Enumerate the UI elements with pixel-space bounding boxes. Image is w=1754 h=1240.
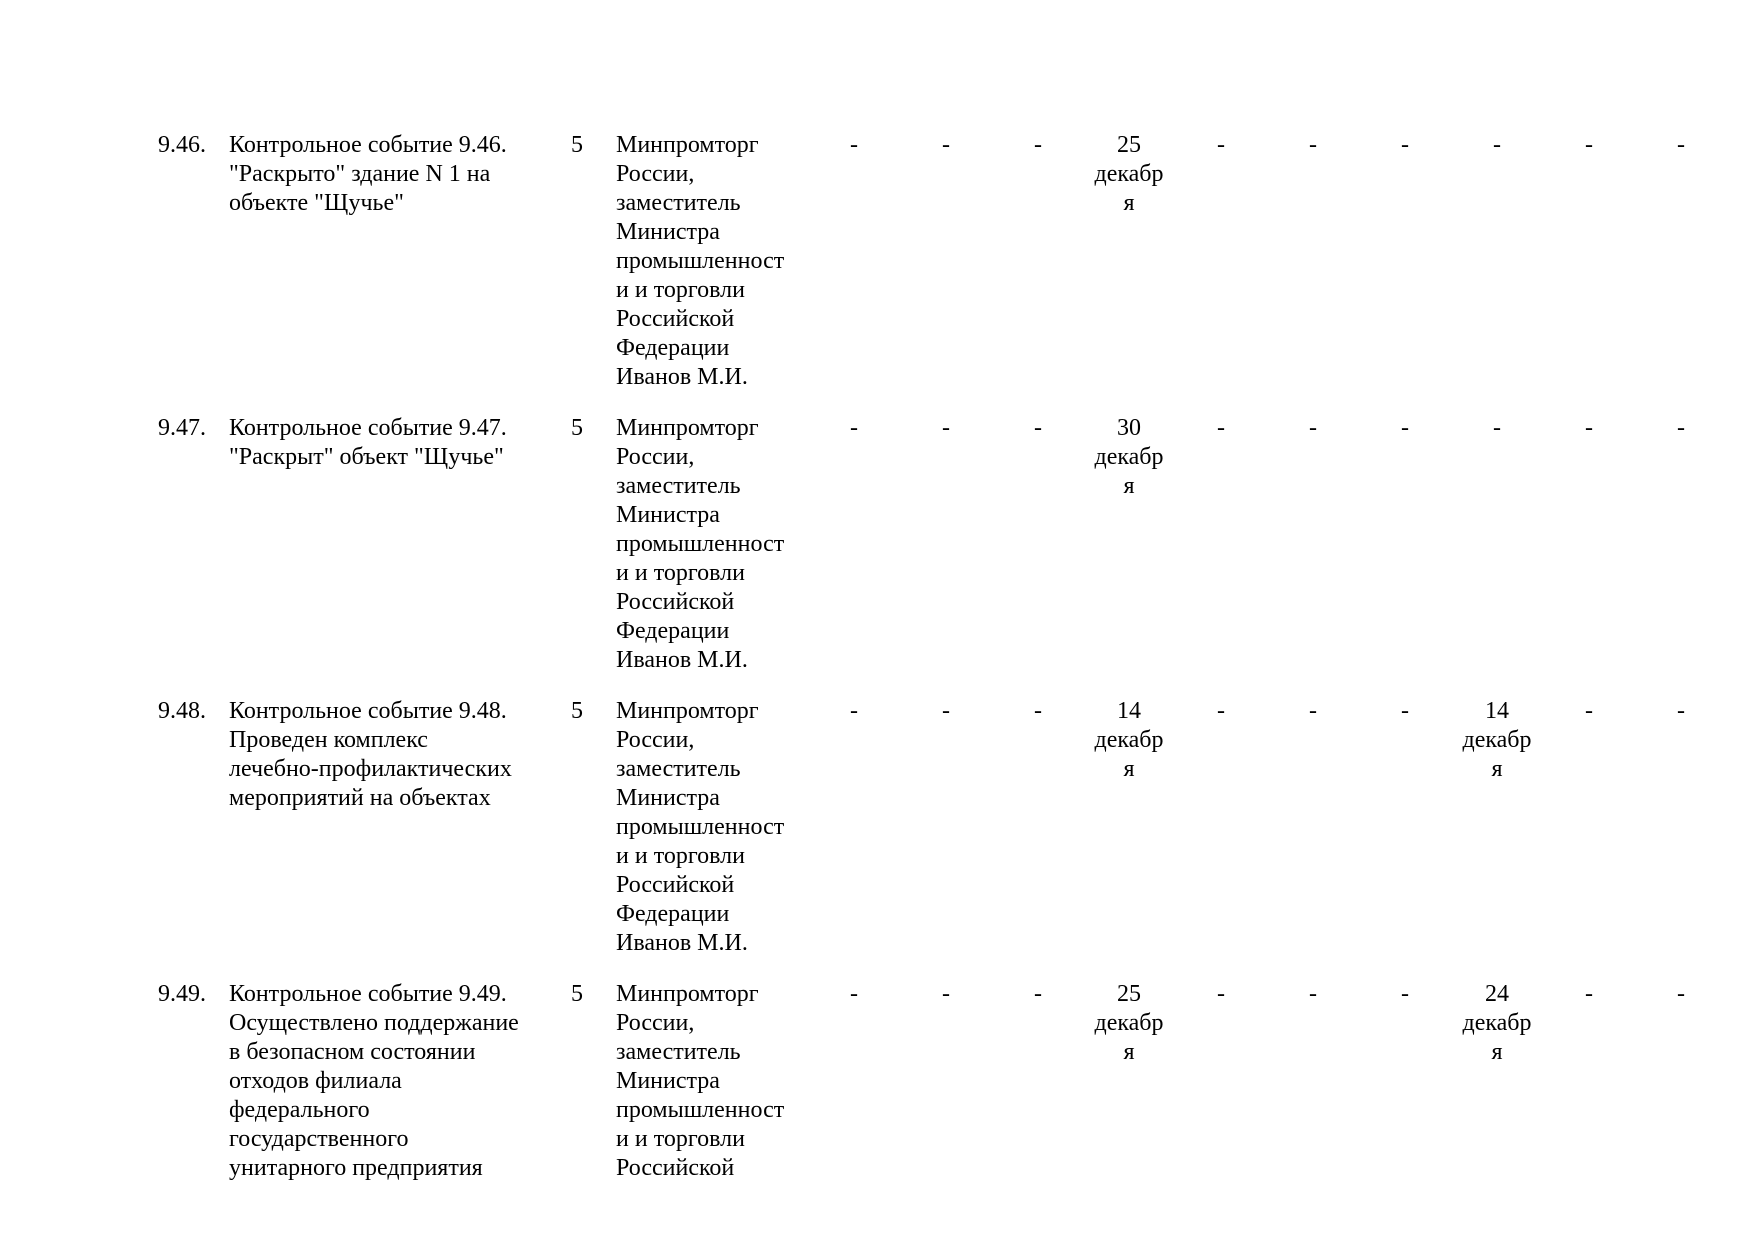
period-6-value: - <box>1309 132 1317 158</box>
priority-value: 5 <box>571 698 583 724</box>
period-9-value: - <box>1585 415 1593 441</box>
period-8-value: - <box>1493 132 1501 158</box>
period-8-value: - <box>1493 415 1501 441</box>
period-4-date: 25 декабр я <box>1094 981 1164 1065</box>
responsible-executor: Минпромторг России, заместитель Министра промышленност и и торговли Российской Федерации Иванов М.И. <box>616 698 785 956</box>
priority-value: 5 <box>571 132 583 158</box>
period-7-value: - <box>1401 132 1409 158</box>
row-number: 9.48. <box>158 698 206 724</box>
period-2-value: - <box>942 981 950 1007</box>
period-10-value: - <box>1677 132 1685 158</box>
row-number: 9.46. <box>158 132 206 158</box>
period-2-value: - <box>942 132 950 158</box>
period-5-value: - <box>1217 698 1225 724</box>
period-1-value: - <box>850 132 858 158</box>
period-9-value: - <box>1585 132 1593 158</box>
period-2-value: - <box>942 698 950 724</box>
responsible-executor: Минпромторг России, заместитель Министра промышленност и и торговли Российской Федерации Иванов М.И. <box>616 415 785 673</box>
period-9-value: - <box>1585 981 1593 1007</box>
period-6-value: - <box>1309 415 1317 441</box>
period-3-value: - <box>1034 981 1042 1007</box>
period-10-value: - <box>1677 415 1685 441</box>
period-9-value: - <box>1585 698 1593 724</box>
event-title: Контрольное событие 9.46. "Раскрыто" здание N 1 на объекте "Щучье" <box>229 132 507 216</box>
period-1-value: - <box>850 415 858 441</box>
period-4-date: 30 декабр я <box>1094 415 1164 499</box>
period-4-date: 25 декабр я <box>1094 132 1164 216</box>
period-5-value: - <box>1217 981 1225 1007</box>
responsible-executor: Минпромторг России, заместитель Министра промышленност и и торговли Российской Федерации Иванов М.И. <box>616 132 785 390</box>
period-6-value: - <box>1309 981 1317 1007</box>
period-8-date: 14 декабр я <box>1462 698 1532 782</box>
period-1-value: - <box>850 698 858 724</box>
row-number: 9.49. <box>158 981 206 1007</box>
period-5-value: - <box>1217 132 1225 158</box>
priority-value: 5 <box>571 415 583 441</box>
period-3-value: - <box>1034 132 1042 158</box>
period-7-value: - <box>1401 415 1409 441</box>
period-8-date: 24 декабр я <box>1462 981 1532 1065</box>
event-title: Контрольное событие 9.47. "Раскрыт" объект "Щучье" <box>229 415 507 470</box>
event-title: Контрольное событие 9.49. Осуществлено поддержание в безопасном состоянии отходов филиала федерального государственного унитарного предприятия <box>229 981 519 1181</box>
period-6-value: - <box>1309 698 1317 724</box>
period-7-value: - <box>1401 698 1409 724</box>
period-10-value: - <box>1677 698 1685 724</box>
period-3-value: - <box>1034 415 1042 441</box>
event-title: Контрольное событие 9.48. Проведен комплекс лечебно-профилактических мероприятий на объектах <box>229 698 512 811</box>
row-number: 9.47. <box>158 415 206 441</box>
period-7-value: - <box>1401 981 1409 1007</box>
period-3-value: - <box>1034 698 1042 724</box>
period-10-value: - <box>1677 981 1685 1007</box>
priority-value: 5 <box>571 981 583 1007</box>
period-5-value: - <box>1217 415 1225 441</box>
period-1-value: - <box>850 981 858 1007</box>
period-4-date: 14 декабр я <box>1094 698 1164 782</box>
responsible-executor: Минпромторг России, заместитель Министра промышленност и и торговли Российской <box>616 981 785 1181</box>
period-2-value: - <box>942 415 950 441</box>
